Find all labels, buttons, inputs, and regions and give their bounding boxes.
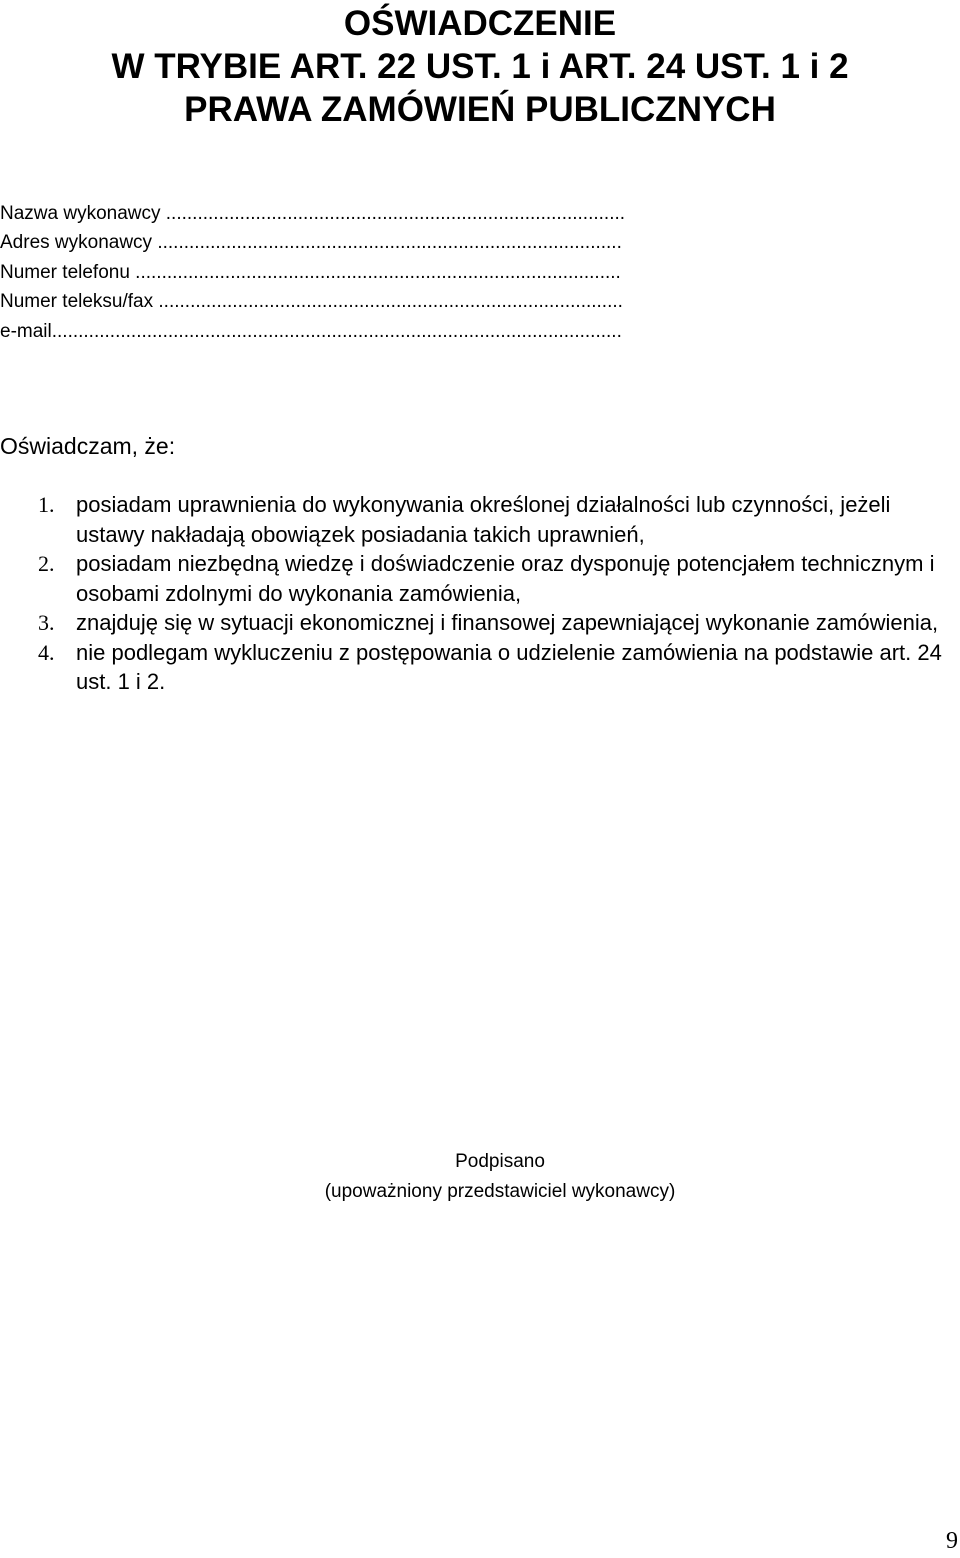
title-line-2: W TRYBIE ART. 22 UST. 1 i ART. 24 UST. 1 i 2 — [111, 47, 849, 86]
document-title — [0, 2, 960, 131]
field-contractor-name: Nazwa wykonawcy ....................................................................................... — [0, 203, 626, 224]
declaration-intro: Oświadczam, że: — [0, 433, 176, 459]
signature-label: Podpisano — [455, 1151, 545, 1172]
list-item-number: 3. — [38, 610, 55, 635]
field-email: e-mail............................................................................................................ — [0, 320, 622, 342]
list-item — [0, 549, 960, 608]
list-item — [0, 490, 960, 549]
list-item-text: posiadam uprawnienia do wykonywania określonej działalności lub czynności, jeżeli ustawy nakładają obowiązek posiadania takich uprawnień, — [76, 492, 891, 547]
signature-role: (upoważniony przedstawiciel wykonawcy) — [324, 1181, 676, 1202]
list-item — [0, 638, 960, 697]
list-item-number: 2. — [38, 551, 55, 576]
list-item-text: nie podlegam wykluczeniu z postępowania o udzielenie zamówienia na podstawie art. 24 ust. 1 i 2. — [76, 639, 942, 694]
field-telex-fax: Numer teleksu/fax ........................................................................................ — [0, 291, 623, 313]
signature-block — [0, 1147, 960, 1207]
title-line-3: PRAWA ZAMÓWIEŃ PUBLICZNYCH — [184, 90, 776, 129]
list-item-text: posiadam niezbędną wiedzę i doświadczenie oraz dysponuję potencjałem technicznym i osobami zdolnymi do wykonania zamówienia, — [76, 551, 935, 606]
field-phone-number: Numer telefonu ............................................................................................ — [0, 261, 621, 283]
field-contractor-address: Adres wykonawcy ........................................................................................ — [0, 232, 622, 254]
list-item-number: 4. — [38, 639, 55, 665]
contractor-fields — [0, 199, 625, 346]
list-item — [0, 608, 960, 638]
list-item-text: znajduję się w sytuacji ekonomicznej i finansowej zapewniającej wykonanie zamówienia, — [76, 610, 939, 635]
declaration-list — [0, 490, 960, 697]
title-line-1: OŚWIADCZENIE — [343, 4, 617, 43]
page-number: 9 — [946, 1528, 958, 1554]
list-item-number: 1. — [38, 492, 55, 517]
